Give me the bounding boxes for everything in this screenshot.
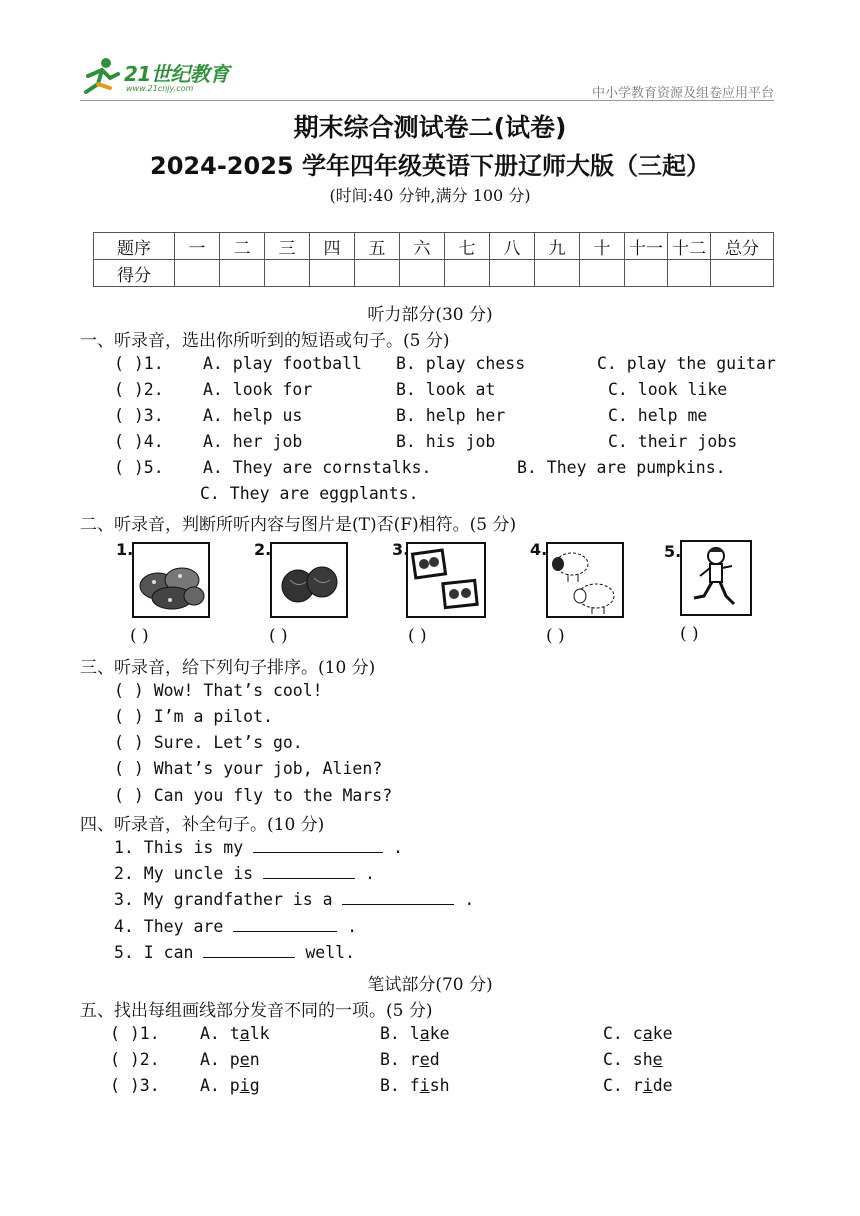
option-b: B. lake bbox=[380, 1024, 450, 1043]
page-title: 期末综合测试卷二(试卷) bbox=[293, 113, 567, 142]
score-cell: 五 bbox=[355, 233, 400, 260]
option-a: A. look for bbox=[203, 380, 313, 399]
score-cell: 总分 bbox=[711, 233, 774, 260]
walnuts-icon bbox=[270, 542, 348, 618]
option-b: B. They are pumpkins. bbox=[517, 458, 726, 477]
answer-blank[interactable] bbox=[203, 943, 295, 958]
section-3-title: 三、听录音，给下列句子排序。(10 分) bbox=[80, 658, 376, 678]
section-2-title: 二、听录音，判断所听内容与图片是(T)否(F)相符。(5 分) bbox=[80, 515, 517, 535]
section-1-title: 一、听录音，选出你所听到的短语或句子。(5 分) bbox=[80, 331, 450, 351]
answer-blank[interactable] bbox=[233, 917, 337, 932]
picture-number: 1. bbox=[116, 540, 134, 559]
running-boy-icon bbox=[680, 540, 752, 616]
option-c: C. play the guitar bbox=[597, 354, 776, 373]
answer-paren[interactable]: ( ) bbox=[408, 626, 427, 646]
score-table-header-row bbox=[94, 233, 774, 260]
score-input-cell[interactable] bbox=[175, 260, 220, 287]
option-a: A. play football bbox=[203, 354, 362, 373]
answer-paren[interactable]: ( ) bbox=[546, 626, 565, 646]
score-cell: 二 bbox=[220, 233, 265, 260]
score-input-cell[interactable] bbox=[220, 260, 265, 287]
option-a: A. help us bbox=[203, 406, 303, 425]
option-a: A. They are cornstalks. bbox=[203, 458, 432, 477]
question-number[interactable]: ( )5. bbox=[114, 458, 164, 477]
platform-label: 中小学教育资源及组卷应用平台 bbox=[591, 86, 774, 101]
page-subtitle: 2024-2025 学年四年级英语下册辽师大版（三起） bbox=[150, 152, 710, 180]
score-input-cell[interactable] bbox=[625, 260, 668, 287]
answer-blank[interactable] bbox=[253, 838, 383, 853]
section-4-title: 四、听录音，补全句子。(10 分) bbox=[80, 815, 325, 835]
photos-icon bbox=[406, 542, 486, 618]
option-c: C. she bbox=[603, 1050, 663, 1069]
score-input-cell[interactable] bbox=[711, 260, 774, 287]
option-c: C. look like bbox=[608, 380, 728, 399]
fill-in-suffix: well. bbox=[295, 943, 356, 962]
potatoes-icon bbox=[132, 542, 210, 618]
option-c: C. help me bbox=[608, 406, 708, 425]
score-input-cell[interactable] bbox=[265, 260, 310, 287]
question-number[interactable]: ( )1. bbox=[110, 1024, 160, 1043]
score-cell: 七 bbox=[445, 233, 490, 260]
fill-in-prefix: 1. This is my bbox=[114, 838, 254, 857]
fill-in-item bbox=[114, 917, 357, 936]
option-c: C. cake bbox=[603, 1024, 673, 1043]
picture-number: 2. bbox=[254, 540, 272, 559]
answer-blank[interactable] bbox=[263, 864, 355, 879]
fill-in-item bbox=[114, 864, 375, 883]
sheep-icon bbox=[546, 542, 624, 618]
ordering-item[interactable]: ( ) Sure. Let’s go. bbox=[114, 733, 303, 752]
score-cell: 十 bbox=[580, 233, 625, 260]
score-cell: 八 bbox=[490, 233, 535, 260]
score-cell: 十二 bbox=[668, 233, 711, 260]
ordering-item[interactable]: ( ) What’s your job, Alien? bbox=[114, 759, 383, 778]
score-table bbox=[93, 232, 774, 287]
question-number[interactable]: ( )1. bbox=[114, 354, 164, 373]
score-input-cell[interactable] bbox=[490, 260, 535, 287]
question-number[interactable]: ( )4. bbox=[114, 432, 164, 451]
fill-in-item bbox=[114, 890, 474, 909]
option-b: B. look at bbox=[396, 380, 496, 399]
score-cell: 十一 bbox=[625, 233, 668, 260]
question-number[interactable]: ( )2. bbox=[114, 380, 164, 399]
writing-section-header: 笔试部分(70 分) bbox=[367, 975, 493, 995]
ordering-item[interactable]: ( ) Can you fly to the Mars? bbox=[114, 786, 393, 805]
score-input-cell[interactable] bbox=[445, 260, 490, 287]
picture-number: 3. bbox=[392, 540, 410, 559]
question-number[interactable]: ( )3. bbox=[114, 406, 164, 425]
score-cell: 题序 bbox=[94, 233, 175, 260]
answer-paren[interactable]: ( ) bbox=[680, 624, 699, 644]
score-input-cell[interactable] bbox=[535, 260, 580, 287]
picture-number: 5. bbox=[664, 542, 682, 561]
score-input-cell[interactable] bbox=[310, 260, 355, 287]
ordering-item[interactable]: ( ) Wow! That’s cool! bbox=[114, 681, 323, 700]
score-input-cell[interactable] bbox=[400, 260, 445, 287]
score-table-score-row bbox=[94, 260, 774, 287]
fill-in-suffix: . bbox=[355, 864, 375, 883]
score-row-label: 得分 bbox=[94, 260, 175, 287]
score-cell: 六 bbox=[400, 233, 445, 260]
option-a: A. pen bbox=[200, 1050, 260, 1069]
option-a: A. talk bbox=[200, 1024, 270, 1043]
listening-section-header: 听力部分(30 分) bbox=[367, 305, 493, 325]
logo-text: 21世纪教育 bbox=[124, 62, 229, 86]
score-cell: 九 bbox=[535, 233, 580, 260]
option-b: B. help her bbox=[396, 406, 506, 425]
fill-in-prefix: 5. I can bbox=[114, 943, 204, 962]
question-number[interactable]: ( )3. bbox=[110, 1076, 160, 1095]
runner-logo-icon bbox=[80, 56, 124, 96]
fill-in-prefix: 4. They are bbox=[114, 917, 234, 936]
option-b: B. red bbox=[380, 1050, 440, 1069]
fill-in-suffix: . bbox=[337, 917, 358, 936]
fill-in-suffix: . bbox=[454, 890, 475, 909]
score-input-cell[interactable] bbox=[668, 260, 711, 287]
picture-number: 4. bbox=[530, 540, 548, 559]
exam-time-info: (时间:40 分钟,满分 100 分) bbox=[329, 186, 531, 205]
score-cell: 四 bbox=[310, 233, 355, 260]
option-c: C. their jobs bbox=[608, 432, 738, 451]
logo-url: www.21cnjy.com bbox=[126, 84, 194, 93]
score-input-cell[interactable] bbox=[355, 260, 400, 287]
option-c: C. ride bbox=[603, 1076, 673, 1095]
logo bbox=[80, 56, 230, 100]
option-b: B. fish bbox=[380, 1076, 450, 1095]
score-cell: 三 bbox=[265, 233, 310, 260]
section-5-title: 五、找出每组画线部分发音不同的一项。(5 分) bbox=[80, 1001, 433, 1021]
score-input-cell[interactable] bbox=[580, 260, 625, 287]
answer-blank[interactable] bbox=[342, 890, 454, 905]
fill-in-item bbox=[114, 943, 355, 962]
score-cell: 一 bbox=[175, 233, 220, 260]
option-a: A. her job bbox=[203, 432, 303, 451]
option-c: C. They are eggplants. bbox=[200, 484, 419, 503]
fill-in-suffix: . bbox=[383, 838, 403, 857]
fill-in-item bbox=[114, 838, 403, 857]
answer-paren[interactable]: ( ) bbox=[269, 626, 288, 646]
fill-in-prefix: 3. My grandfather is a bbox=[114, 890, 343, 909]
ordering-item[interactable]: ( ) I’m a pilot. bbox=[114, 707, 273, 726]
header-divider bbox=[80, 100, 774, 101]
question-number[interactable]: ( )2. bbox=[110, 1050, 160, 1069]
option-a: A. pig bbox=[200, 1076, 260, 1095]
fill-in-prefix: 2. My uncle is bbox=[114, 864, 264, 883]
answer-paren[interactable]: ( ) bbox=[130, 626, 149, 646]
option-b: B. play chess bbox=[396, 354, 526, 373]
option-b: B. his job bbox=[396, 432, 496, 451]
